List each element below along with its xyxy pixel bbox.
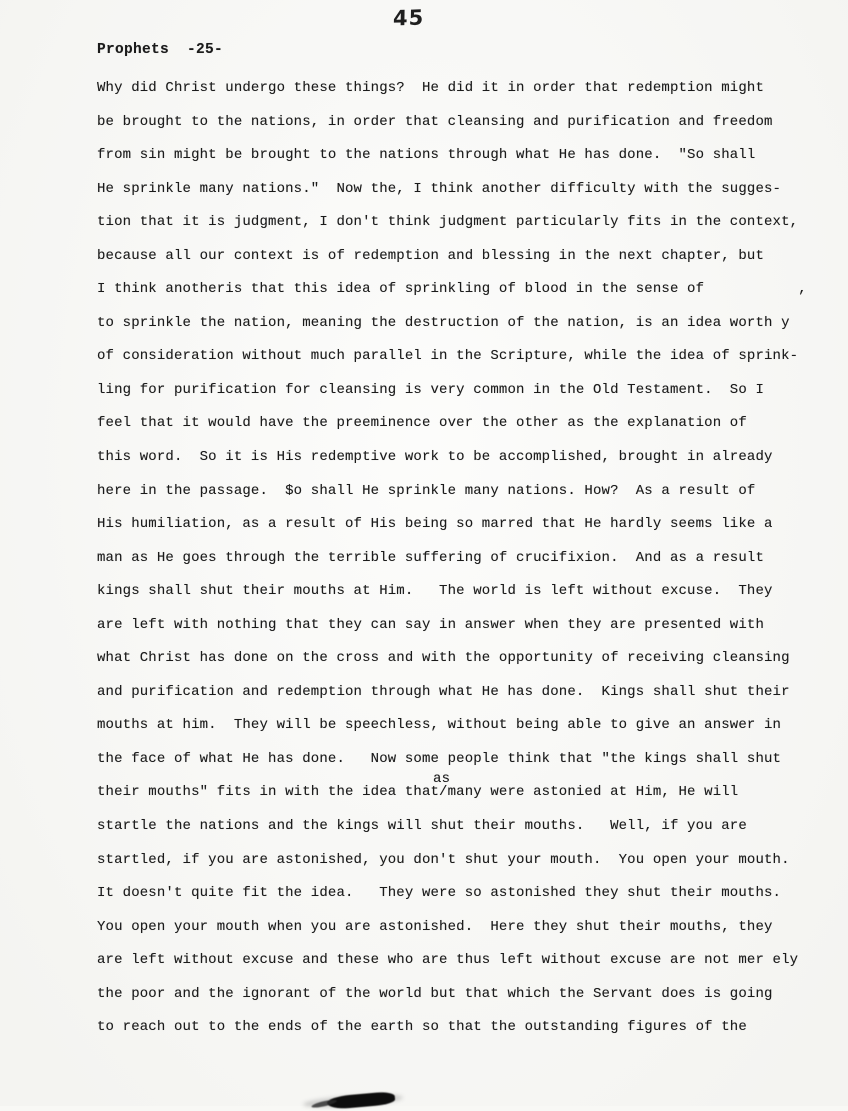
handwritten-page-number: 45 [392, 5, 425, 31]
typed-line: mouths at him. They will be speechless, without being able to give an answer in [97, 717, 782, 734]
typed-line: startled, if you are astonished, you don't shut your mouth. You open your mouth. [97, 851, 790, 868]
typed-line: It doesn't quite fit the idea. They were so astonished they shut their mouths. [97, 885, 782, 902]
typed-line: are left with nothing that they can say in answer when they are presented with [97, 616, 765, 633]
typed-line: from sin might be brought to the nations through what He has done. "So shall [97, 147, 756, 164]
typed-line: the poor and the ignorant of the world but that which the Servant does is going [97, 985, 773, 1002]
typed-line: to sprinkle the nation, meaning the destruction of the nation, is an idea worth y [97, 314, 790, 331]
typed-line: You open your mouth when you are astonished. Here they shut their mouths, they [97, 918, 773, 935]
typed-line: ling for purification for cleansing is very common in the Old Testament. So I [97, 381, 765, 398]
typed-line: His humiliation, as a result of His being so marred that He hardly seems like a [97, 516, 773, 533]
typed-line: because all our context is of redemption and blessing in the next chapter, but [97, 247, 765, 264]
typed-line: Why did Christ undergo these things? He did it in order that redemption might [97, 80, 765, 96]
typed-line: kings shall shut their mouths at Him. The world is left without excuse. They [97, 583, 773, 600]
typed-line: the face of what He has done. Now some people think that "the kings shall shut [97, 750, 782, 767]
typed-line: of consideration without much parallel in the Scripture, while the idea of sprink- [97, 348, 799, 365]
typed-line: to reach out to the ends of the earth so that the outstanding figures of the [97, 1019, 747, 1036]
typed-line: this word. So it is His redemptive work to be accomplished, brought in already [97, 449, 773, 466]
inserted-word: as [433, 771, 451, 788]
typed-line: are left without excuse and these who are thus left without excuse are not mer ely [97, 952, 799, 969]
typed-line: here in the passage. $o shall He sprinkle many nations. How? As a result of [97, 482, 756, 499]
typed-text-body [97, 72, 837, 1045]
ink-smudge [327, 1091, 396, 1110]
typed-line: feel that it would have the preeminence over the other as the explanation of [97, 415, 747, 432]
typed-line: as their mouths" fits in with the idea that/many were astonied at Him, He will [97, 771, 739, 801]
typed-line: what Christ has done on the cross and with the opportunity of receiving cleansing [97, 650, 790, 667]
typed-line: I think anotheris that this idea of sprinkling of blood in the sense of , [97, 281, 807, 298]
typed-line: be brought to the nations, in order that cleansing and purification and freedom [97, 113, 773, 130]
typed-line: He sprinkle many nations." Now the, I think another difficulty with the sugges- [97, 180, 782, 197]
document-header: Prophets -25- [97, 42, 224, 58]
typed-line: startle the nations and the kings will shut their mouths. Well, if you are [97, 818, 747, 835]
typed-line: man as He goes through the terrible suffering of crucifixion. And as a result [97, 549, 765, 566]
typed-line: and purification and redemption through what He has done. Kings shall shut their [97, 683, 790, 700]
typed-line: tion that it is judgment, I don't think judgment particularly fits in the context, [97, 214, 799, 231]
